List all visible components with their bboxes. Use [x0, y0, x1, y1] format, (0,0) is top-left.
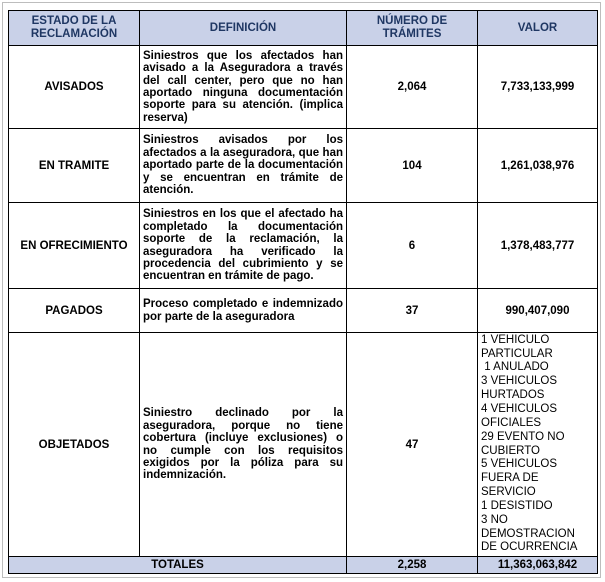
breakdown-line: CUBIERTO [481, 444, 541, 457]
breakdown-line: PARTICULAR [481, 347, 553, 360]
document-frame [2, 2, 601, 578]
value-cell: 990,407,090 [478, 289, 598, 333]
count-cell: 47 [347, 333, 478, 557]
value-cell: 7,733,133,999 [478, 46, 598, 129]
totals-label: TOTALES [9, 557, 347, 574]
totals-row [9, 557, 598, 574]
totals-value: 11,363,063,842 [478, 557, 598, 574]
header-state: ESTADO DE LA RECLAMACIÓN [9, 11, 140, 46]
header-row [9, 11, 598, 46]
breakdown-line: 3 VEHICULOS [481, 375, 558, 388]
header-value: VALOR [478, 11, 598, 46]
value-cell: 1,261,038,976 [478, 129, 598, 203]
count-cell: 2,064 [347, 46, 478, 129]
definition-cell: Siniestro declinado por la aseguradora, porque no tiene cobertura (incluye exclusiones) o no cumple con los requisitos exigidos por la póliza para su indemnización. [140, 333, 347, 557]
totals-count: 2,258 [347, 557, 478, 574]
value-breakdown-cell [478, 333, 598, 557]
breakdown-line: 3 NO [481, 513, 508, 526]
breakdown-line: 29 EVENTO NO [481, 430, 565, 443]
breakdown-line: 1 DESISTIDO [481, 499, 553, 512]
table-row [9, 203, 598, 289]
breakdown-line: 4 VEHICULOS [481, 402, 558, 415]
definition-cell: Proceso completado e indemnizado por parte de la aseguradora [140, 289, 347, 333]
breakdown-line: FUERA DE [481, 472, 539, 485]
header-definition: DEFINICIÓN [140, 11, 347, 46]
claims-status-table [8, 10, 598, 574]
value-cell: 1,378,483,777 [478, 203, 598, 289]
count-cell: 6 [347, 203, 478, 289]
breakdown-line: DE OCURRENCIA [481, 541, 578, 554]
breakdown-line: 1 VEHICULO [481, 333, 550, 346]
table-row [9, 129, 598, 203]
breakdown-line: 1 ANULADO [481, 361, 549, 374]
definition-cell: Siniestros en los que el afectado ha completado la documentación soporte de la reclamación, la aseguradora ha verificado la procedencia del cubrimiento y se encuentran en trámite de pago. [140, 203, 347, 289]
definition-cell: Siniestros avisados por los afectados a la aseguradora, que han aportado parte de la documentación y se encuentran en trámite de atención. [140, 129, 347, 203]
breakdown-line: 5 VEHICULOS [481, 458, 558, 471]
breakdown-line: SERVICIO [481, 486, 536, 499]
table-row [9, 289, 598, 333]
definition-cell: Siniestros que los afectados han avisado a la Aseguradora a través del call center, pero que no han aportado ninguna documentación soporte para su atención. (implica reserva) [140, 46, 347, 129]
state-cell: EN OFRECIMIENTO [9, 203, 140, 289]
state-cell: AVISADOS [9, 46, 140, 129]
breakdown-line: DEMOSTRACION [481, 527, 575, 540]
table-row [9, 46, 598, 129]
state-cell: OBJETADOS [9, 333, 140, 557]
state-cell: PAGADOS [9, 289, 140, 333]
count-cell: 37 [347, 289, 478, 333]
header-count: NÚMERO DE TRÁMITES [347, 11, 478, 46]
breakdown-line: OFICIALES [481, 416, 542, 429]
breakdown-line: HURTADOS [481, 389, 545, 402]
count-cell: 104 [347, 129, 478, 203]
state-cell: EN TRAMITE [9, 129, 140, 203]
table-row [9, 333, 598, 557]
